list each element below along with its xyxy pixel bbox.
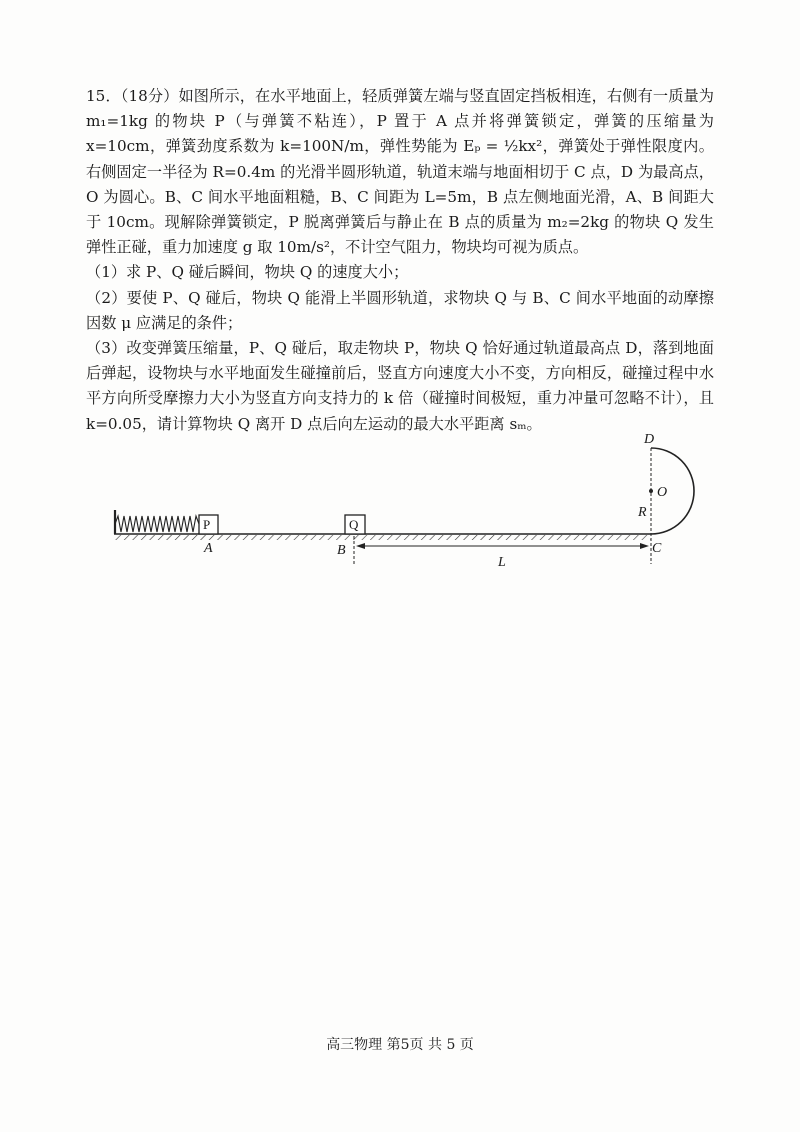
point-c-label: C	[652, 541, 662, 556]
point-d-label: D	[644, 432, 655, 447]
block-p-label: P	[203, 517, 211, 532]
question-part-1: （1）求 P、Q 碰后瞬间，物块 Q 的速度大小；	[86, 263, 409, 282]
problem-15	[86, 84, 714, 437]
figure-diagram	[100, 428, 720, 578]
arrow-head-right	[640, 543, 649, 549]
point-o-label: O	[657, 485, 668, 500]
center-o	[649, 489, 653, 493]
problem-stem: 15．（18分）如图所示，在水平地面上，轻质弹簧左端与竖直固定挡板相连，右侧有一质量为 m₁=1kg 的物块 P（与弹簧不粘连），P 置于 A 点并将弹簧锁定，弹簧的压缩量为 x=10cm，弹簧劲度系数为 k=100N/m，弹性势能为 Eₚ = ½kx²，弹簧处于弹性限度内。右侧固定一半径为 R=0.4m 的光滑半圆形轨道，轨道末端与地面相切于 C 点，D 为最高点，O 为圆心。B、C 间水平地面粗糙，B、C 间距为 L=5m，B 点左侧地面光滑，A、B 间距大于 10cm。现解除弹簧锁定，P 脱离弹簧后与静止在 B 点的质量为 m₂=2kg 的物块 Q 发生弹性正碰，重力加速度 g 取 10m/s²，不计空气阻力，物块均可视为质点。	[86, 87, 714, 257]
physics-figure	[100, 428, 720, 578]
block-q-label: Q	[349, 517, 359, 532]
point-b-label: B	[337, 543, 346, 558]
radius-label: R	[638, 505, 647, 520]
question-part-3: （3）改变弹簧压缩量，P、Q 碰后，取走物块 P，物块 Q 恰好通过轨道最高点 D，落到地面后弹起，设物块与水平地面发生碰撞前后，竖直方向速度大小不变，方向相反，碰撞过程中水平方向所受摩擦力大小为竖直方向支持力的 k 倍（碰撞时间极短，重力冲量可忽略不计），且 k=0.05，请计算物块 Q 离开 D 点后向左运动的最大水平距离 sₘ。	[86, 339, 714, 433]
spring	[115, 516, 199, 532]
distance-label: L	[498, 555, 506, 570]
question-part-2: （2）要使 P、Q 碰后，物块 Q 能滑上半圆形轨道，求物块 Q 与 B、C 间水平地面的动摩擦因数 μ 应满足的条件；	[86, 288, 714, 332]
page-footer: 高三物理 第5页 共 5 页	[326, 1037, 474, 1053]
ground-hatch	[114, 535, 651, 540]
arrow-head-left	[356, 543, 365, 549]
point-a-label: A	[204, 541, 213, 556]
